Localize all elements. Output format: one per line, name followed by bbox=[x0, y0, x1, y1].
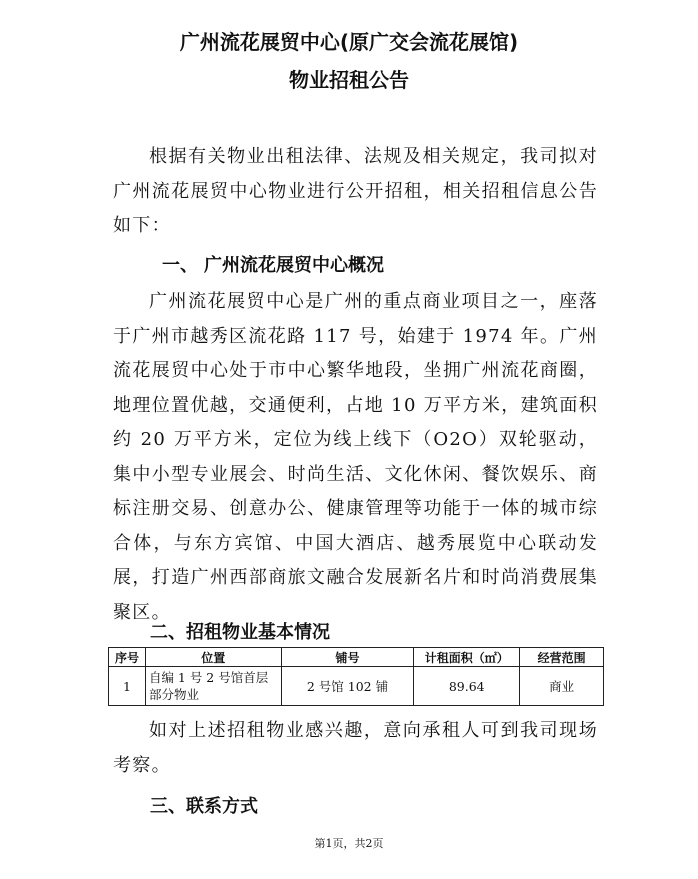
page-number: 第1页，共2页 bbox=[314, 837, 384, 850]
table-cell-area: 89.64 bbox=[414, 667, 520, 706]
section-1-heading bbox=[162, 251, 384, 277]
table-cell-scope: 商业 bbox=[520, 667, 604, 706]
table-header-row bbox=[109, 648, 604, 667]
after-table-paragraph: 如对上述招租物业感兴趣，意向承租人可到我司现场考察。 bbox=[113, 720, 598, 776]
document-subtitle: 物业招租公告 bbox=[289, 68, 409, 92]
table-header-cell: 计租面积（㎡） bbox=[414, 648, 520, 667]
table-header-cell: 位置 bbox=[145, 648, 281, 667]
property-table bbox=[108, 647, 604, 706]
document-title: 广州流花展贸中心(原广交会流花展馆) bbox=[179, 30, 519, 54]
table-cell-index: 1 bbox=[109, 667, 146, 706]
section-1-body: 广州流花展贸中心是广州的重点商业项目之一，座落于广州市越秀区流花路 117 号，始建于 1974 年。广州流花展贸中心处于市中心繁华地段，坐拥广州流花商圈，地理位置优越，交通便利，占地 10 万平方米，建筑面积约 20 万平方米，定位为线上线下（O2O）双轮驱动，集中小型专业展会、时尚生活、文化休闲、餐饮娱乐、商标注册交易、创意办公、健康管理等功能于一体的城市综合体，与东方宾馆、中国大酒店、越秀展览中心联动发展，打造广州西部商旅文融合发展新名片和时尚消费展集聚区。 bbox=[113, 291, 598, 623]
table-cell-location: 自编 1 号 2 号馆首层部分物业 bbox=[145, 667, 281, 706]
table-cell-unit: 2 号馆 102 铺 bbox=[281, 667, 414, 706]
section-1-number: 一、 bbox=[162, 255, 198, 276]
table-header-cell: 铺号 bbox=[281, 648, 414, 667]
intro-paragraph: 根据有关物业出租法律、法规及相关规定，我司拟对广州流花展贸中心物业进行公开招租，相关招租信息公告如下： bbox=[113, 146, 598, 236]
section-1-title: 广州流花展贸中心概况 bbox=[204, 255, 384, 276]
table-header-cell: 经营范围 bbox=[520, 648, 604, 667]
section-2-heading: 二、招租物业基本情况 bbox=[150, 622, 330, 643]
table-row bbox=[109, 667, 604, 706]
table-header-cell: 序号 bbox=[109, 648, 146, 667]
section-3-heading: 三、联系方式 bbox=[150, 796, 258, 817]
